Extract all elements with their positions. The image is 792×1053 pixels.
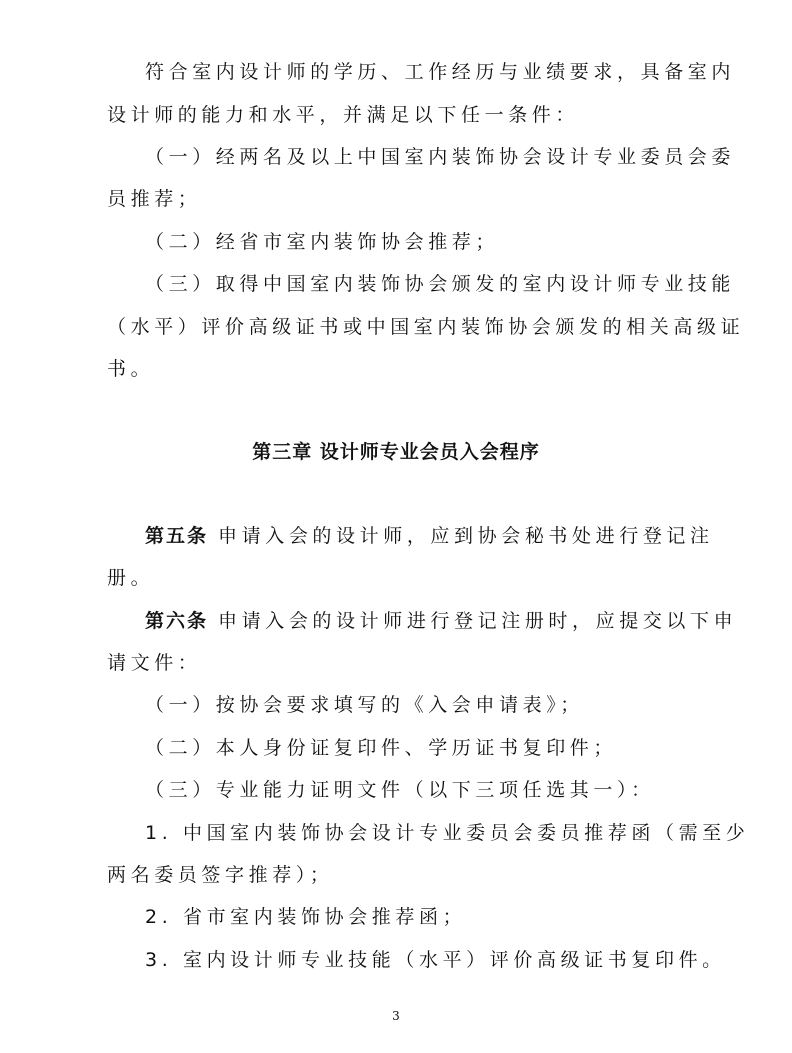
article-5-line: 册。	[107, 567, 155, 589]
article-6-label: 第六条	[145, 610, 209, 632]
page-number: 3	[392, 1009, 400, 1023]
proof-option-1-line: 两名委员签字推荐）；	[107, 864, 334, 886]
chapter-title: 第三章 设计师专业会员入会程序	[252, 441, 540, 463]
proof-option-2-line: 2. 省市室内装饰协会推荐函；	[145, 906, 467, 928]
proof-option-3-line: 3. 室内设计师专业技能（水平）评价高级证书复印件。	[145, 949, 726, 971]
required-document-item: （三）专业能力证明文件（以下三项任选其一）：	[145, 779, 655, 801]
condition-3-line: （三）取得中国室内装饰协会颁发的室内设计师专业技能	[145, 273, 736, 295]
article-5-line	[0, 524, 792, 548]
condition-3-line: （水平）评价高级证书或中国室内装饰协会颁发的相关高级证	[107, 316, 745, 338]
article-6-line	[0, 609, 792, 633]
paragraph-line: 符合室内设计师的学历、工作经历与业绩要求，具备室内	[145, 61, 736, 83]
condition-3-line: 书。	[107, 358, 155, 380]
article-6-text: 申请入会的设计师进行登记注册时，应提交以下申	[218, 610, 738, 632]
proof-option-1-line: 1. 中国室内装饰协会设计专业委员会委员推荐函（需至少	[145, 822, 750, 844]
article-5-text: 申请入会的设计师，应到协会秘书处进行登记注	[218, 525, 714, 547]
condition-1-line: （一）经两名及以上中国室内装饰协会设计专业委员会委	[145, 146, 736, 168]
required-document-item: （二）本人身份证复印件、学历证书复印件；	[145, 737, 618, 759]
paragraph-line: 设计师的能力和水平，并满足以下任一条件：	[107, 104, 580, 126]
required-document-item: （一）按协会要求填写的《入会申请表》；	[145, 694, 584, 716]
article-6-line: 请文件：	[107, 652, 202, 674]
condition-2-line: （二）经省市室内装饰协会推荐；	[145, 231, 500, 253]
condition-1-line: 员推荐；	[107, 188, 202, 210]
article-5-label: 第五条	[145, 525, 209, 547]
